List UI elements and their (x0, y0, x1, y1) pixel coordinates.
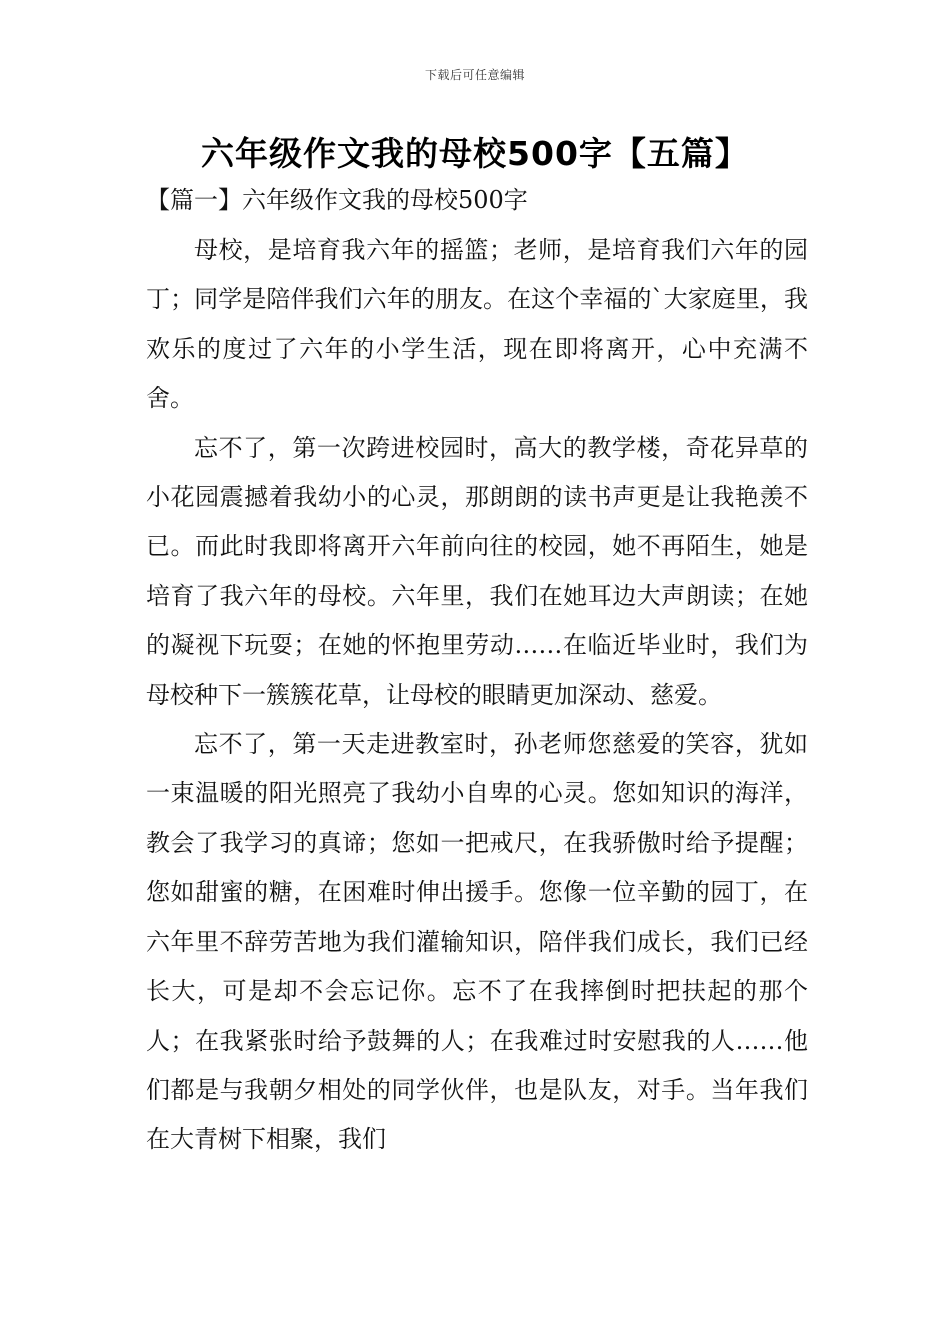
section-heading: 【篇一】六年级作文我的母校500字 (146, 186, 528, 214)
header-note: 下载后可任意编辑 (424, 68, 525, 82)
document-title: 六年级作文我的母校500字【五篇】 (201, 134, 749, 173)
paragraph-2: 忘不了，第一次跨进校园时，高大的教学楼，奇花异草的小花园震撼着我幼小的心灵，那朗朗的读书声更是让我艳羡不已。而此时我即将离开六年前向往的校园，她不再陌生，她是培育了我六年的母校。六年里，我们在她耳边大声朗读；在她的凝视下玩耍；在她的怀抱里劳动……在临近毕业时，我们为母校种下一簇簇花草，让母校的眼睛更加深动、慈爱。 (146, 433, 808, 709)
body-text (146, 226, 808, 1165)
paragraph-1: 母校，是培育我六年的摇篮；老师，是培育我们六年的园丁；同学是陪伴我们六年的朋友。在这个幸福的`大家庭里，我欢乐的度过了六年的小学生活，现在即将离开，心中充满不舍。 (146, 236, 808, 413)
paragraph-3: 忘不了，第一天走进教室时，孙老师您慈爱的笑容，犹如一束温暖的阳光照亮了我幼小自卑的心灵。您如知识的海洋，教会了我学习的真谛；您如一把戒尺，在我骄傲时给予提醒；您如甜蜜的糖，在困难时伸出援手。您像一位辛勤的园丁，在六年里不辞劳苦地为我们灌输知识，陪伴我们成长，我们已经长大，可是却不会忘记你。忘不了在我摔倒时把扶起的那个人；在我紧张时给予鼓舞的人；在我难过时安慰我的人……他们都是与我朝夕相处的同学伙伴，也是队友，对手。当年我们在大青树下相聚，我们 (146, 730, 808, 1154)
